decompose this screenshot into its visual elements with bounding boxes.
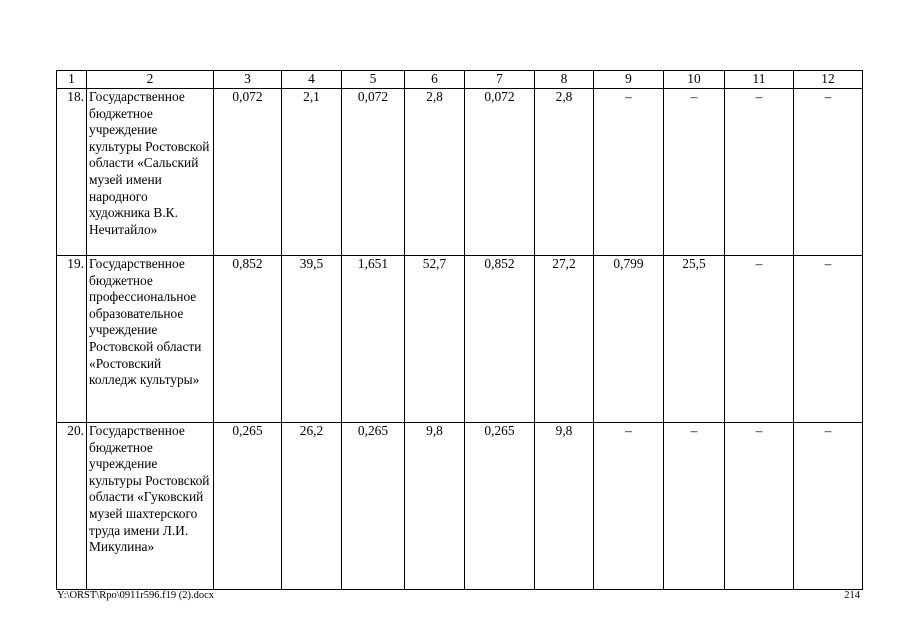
value-cell: 2,8 [535, 89, 594, 256]
header-cell: 2 [87, 71, 214, 89]
page-number: 214 [844, 590, 860, 601]
value-cell: – [725, 423, 794, 590]
header-cell: 9 [594, 71, 664, 89]
row-number: 20. [57, 423, 87, 590]
value-cell: – [725, 89, 794, 256]
value-cell: 0,072 [465, 89, 535, 256]
value-cell: – [594, 423, 664, 590]
value-cell: 25,5 [664, 256, 725, 423]
value-cell: – [794, 89, 863, 256]
value-cell: – [725, 256, 794, 423]
value-cell: 0,265 [214, 423, 282, 590]
value-cell: – [794, 423, 863, 590]
header-cell: 10 [664, 71, 725, 89]
header-cell: 6 [405, 71, 465, 89]
header-cell: 11 [725, 71, 794, 89]
budget-table [56, 70, 863, 590]
value-cell: 0,265 [465, 423, 535, 590]
value-cell: – [664, 89, 725, 256]
table-row [57, 256, 863, 423]
header-cell: 7 [465, 71, 535, 89]
value-cell: 1,651 [342, 256, 405, 423]
value-cell: 39,5 [282, 256, 342, 423]
value-cell: 9,8 [535, 423, 594, 590]
institution-name: Государственное бюджетное учреждение культуры Ростовской области «Сальский музей имени народного художника В.К. Нечитайло» [87, 89, 214, 256]
table-row [57, 89, 863, 256]
table-row [57, 423, 863, 590]
value-cell: 0,265 [342, 423, 405, 590]
value-cell: – [794, 256, 863, 423]
header-cell: 5 [342, 71, 405, 89]
header-cell: 8 [535, 71, 594, 89]
value-cell: 0,072 [214, 89, 282, 256]
value-cell: 27,2 [535, 256, 594, 423]
value-cell: – [664, 423, 725, 590]
value-cell: 52,7 [405, 256, 465, 423]
value-cell: 26,2 [282, 423, 342, 590]
value-cell: 0,852 [465, 256, 535, 423]
row-number: 19. [57, 256, 87, 423]
row-number: 18. [57, 89, 87, 256]
value-cell: 0,072 [342, 89, 405, 256]
header-cell: 12 [794, 71, 863, 89]
header-cell: 3 [214, 71, 282, 89]
header-cell: 1 [57, 71, 87, 89]
header-cell: 4 [282, 71, 342, 89]
footer-file-path: Y:\ORST\Rpo\0911r596.f19 (2).docx [57, 590, 215, 601]
value-cell: 2,8 [405, 89, 465, 256]
institution-name: Государственное бюджетное профессиональное образовательное учреждение Ростовской области «Ростовский колледж культуры» [87, 256, 214, 423]
value-cell: 0,799 [594, 256, 664, 423]
header-row [57, 71, 863, 89]
value-cell: – [594, 89, 664, 256]
value-cell: 2,1 [282, 89, 342, 256]
value-cell: 0,852 [214, 256, 282, 423]
value-cell: 9,8 [405, 423, 465, 590]
institution-name: Государственное бюджетное учреждение культуры Ростовской области «Гуковский музей шахтерского труда имени Л.И. Микулина» [87, 423, 214, 590]
